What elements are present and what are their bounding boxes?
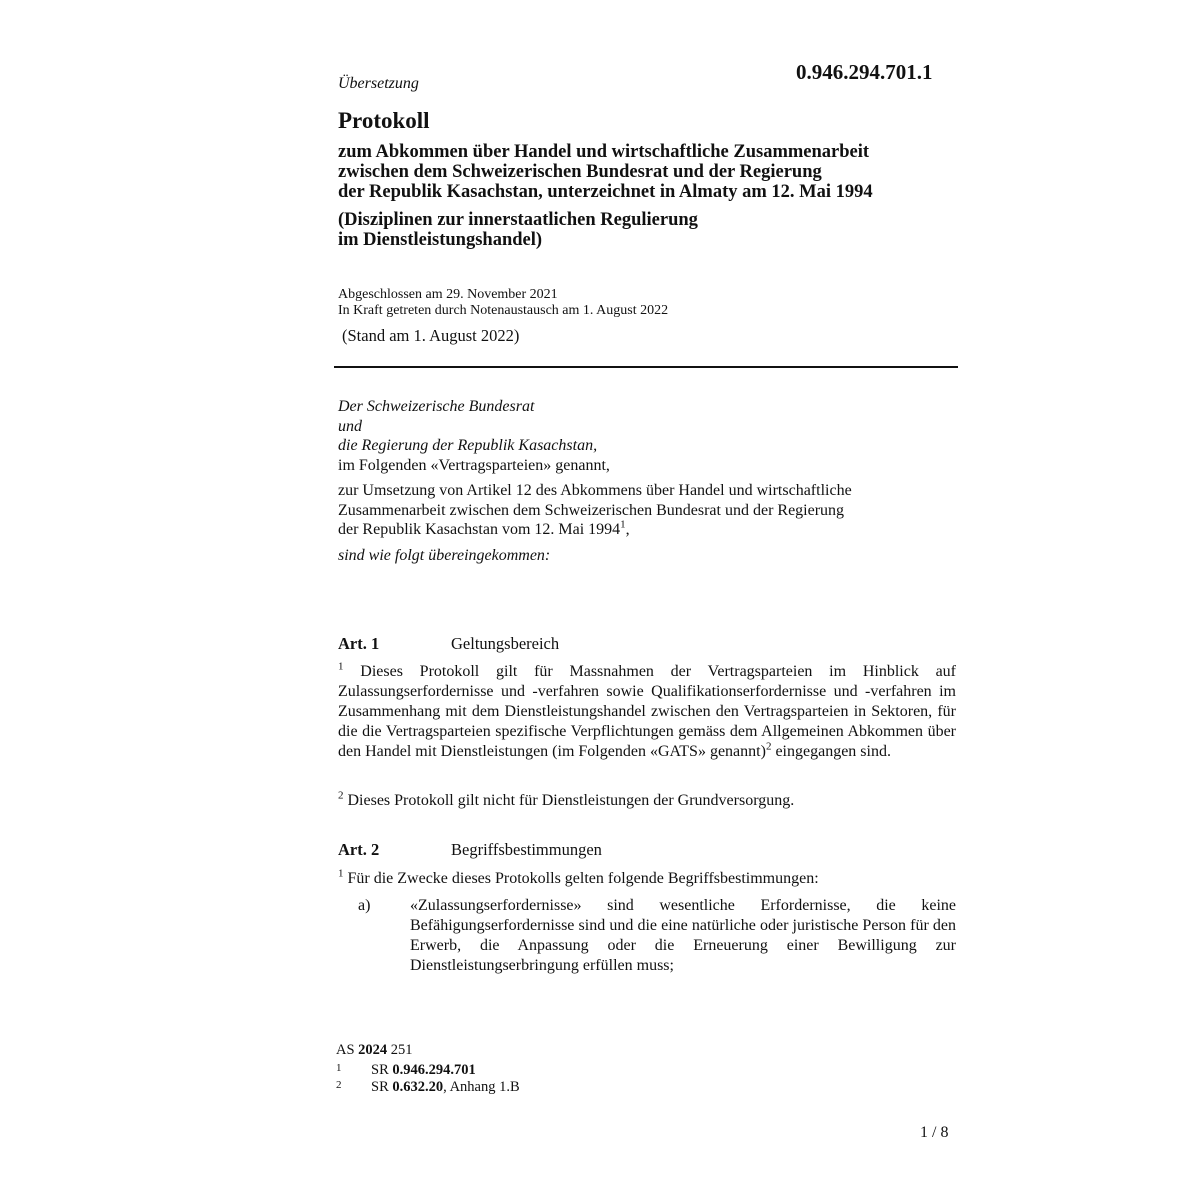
article-title: Begriffsbestimmungen — [451, 840, 602, 859]
preamble-agreed: sind wie folgt übereingekommen: — [338, 546, 551, 564]
purpose-line: Zusammenarbeit zwischen dem Schweizerischen Bundesrat und der Regierung — [338, 501, 845, 519]
footnote-prefix: SR — [371, 1079, 393, 1095]
footnote-sr-link[interactable]: 0.632.20 — [392, 1079, 444, 1095]
footnote-1 — [336, 1062, 736, 1079]
document-subtitle — [338, 142, 958, 202]
list-marker: a) — [358, 897, 371, 914]
purpose-end: , — [625, 521, 630, 538]
paragraph-text-end: eingegangen sind. — [771, 743, 891, 760]
preamble-party-2: die Regierung der Republik Kasachstan, — [338, 437, 598, 454]
definition-text: «Zulassungserfordernisse» sind wesentliche Erfordernisse, die keine Befähigungserfordernisse sind und die eine natürliche oder juristische Person für den Erwerb, die Anpassung oder die Erneuerung einer Bewilligung zur Dienstleistungserbringung erfüllen muss; — [410, 897, 956, 974]
paragraph-text: Dieses Protokoll gilt für Massnahmen der Vertragsparteien im Hinblick auf Zulassungserfordernisse und -verfahren sowie Qualifikationserfordernisse und -verfahren im Zusammenhang mit dem Dienstleistungshandel zwischen den Vertragsparteien in Sektoren, für die die Vertragsparteien spezifische Verpflichtungen gemäss dem Allgemeinen Abkommen über den Handel mit Dienstleistungen (im Folgenden «GATS» genannt) — [338, 663, 957, 760]
article-title: Geltungsbereich — [451, 634, 560, 653]
article-2-paragraph-1 — [338, 869, 956, 889]
sr-number: 0.946.294.701.1 — [796, 60, 933, 84]
footnote-suffix: , Anhang 1.B — [443, 1079, 520, 1095]
footnote-2 — [336, 1079, 736, 1096]
article-1-heading — [338, 634, 958, 654]
footnote-number: 2 — [336, 1079, 342, 1091]
header-divider — [334, 366, 958, 368]
article-1-paragraph-1 — [338, 662, 956, 762]
footnote-number: 1 — [336, 1062, 342, 1074]
footnote-sr-link[interactable]: 0.946.294.701 — [392, 1062, 476, 1078]
stand-date: (Stand am 1. August 2022) — [342, 326, 520, 345]
preamble-and: und — [338, 417, 362, 435]
purpose-line: der Republik Kasachstan vom 12. Mai 1994 — [338, 521, 621, 538]
document-title: Protokoll — [338, 108, 430, 133]
in-force-date: In Kraft getreten durch Notenaustausch am 1. August 2022 — [338, 303, 669, 318]
purpose-line: zur Umsetzung von Artikel 12 des Abkommens über Handel und wirtschaftliche — [338, 482, 852, 499]
topic-line: im Dienstleistungshandel) — [338, 230, 543, 250]
subtitle-line: der Republik Kasachstan, unterzeichnet in Almaty am 12. Mai 1994 — [338, 182, 873, 202]
as-year: 2024 — [358, 1042, 388, 1058]
footnote-prefix: SR — [371, 1062, 393, 1078]
translation-note: Übersetzung — [338, 75, 419, 92]
as-page: 251 — [387, 1042, 413, 1058]
subtitle-line: zwischen dem Schweizerischen Bundesrat und der Regierung — [338, 162, 822, 182]
dates-block — [338, 287, 668, 319]
document-topic — [338, 210, 958, 250]
article-2-heading — [338, 840, 958, 860]
paragraph-number: 1 — [338, 867, 344, 880]
paragraph-number: 2 — [338, 789, 344, 802]
paragraph-text: Dieses Protokoll gilt nicht für Dienstleistungen der Grundversorgung. — [347, 792, 795, 809]
preamble — [338, 397, 958, 565]
footnote-ref-2[interactable]: 2 — [765, 740, 772, 753]
paragraph-number: 1 — [338, 660, 344, 673]
as-prefix: AS — [336, 1042, 359, 1058]
as-reference — [336, 1042, 413, 1059]
article-number: Art. 2 — [338, 840, 380, 859]
paragraph-text: Für die Zwecke dieses Protokolls gelten folgende Begriffsbestimmungen: — [347, 870, 819, 887]
footnote-ref-1[interactable]: 1 — [620, 518, 626, 531]
topic-line: (Disziplinen zur innerstaatlichen Regulierung — [338, 210, 698, 230]
article-1-paragraph-2 — [338, 791, 956, 811]
preamble-party-1: Der Schweizerische Bundesrat — [338, 398, 535, 415]
preamble-purpose — [338, 481, 958, 540]
preamble-designation: im Folgenden «Vertragsparteien» genannt, — [338, 456, 610, 474]
article-number: Art. 1 — [338, 634, 380, 653]
page-number: 1 / 8 — [920, 1124, 949, 1141]
concluded-date: Abgeschlossen am 29. November 2021 — [338, 287, 558, 302]
subtitle-line: zum Abkommen über Handel und wirtschaftliche Zusammenarbeit — [338, 142, 870, 162]
